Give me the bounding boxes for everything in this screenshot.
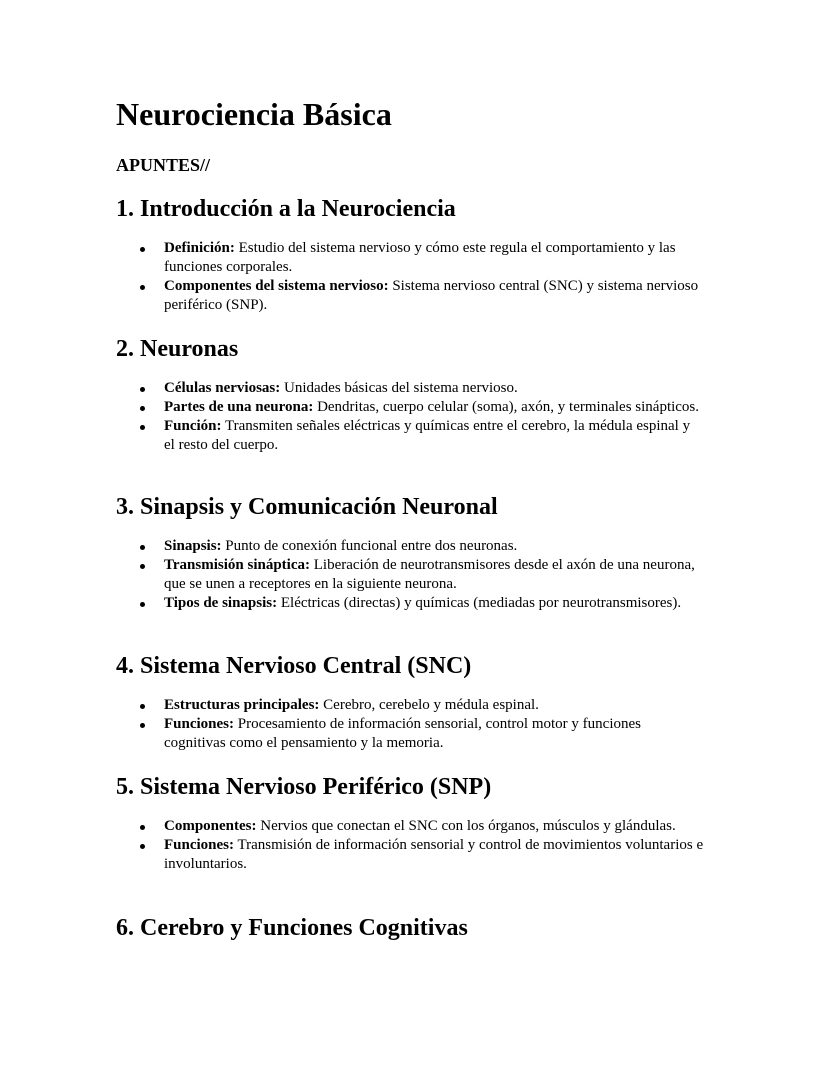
list-item (164, 836, 704, 874)
list-item (164, 239, 704, 277)
item-text: Unidades básicas del sistema nervioso. (280, 380, 518, 396)
item-text: Procesamiento de información sensorial, control motor y funciones cognitivas como el pensamiento y la memoria. (164, 716, 641, 751)
item-text: Eléctricas (directas) y químicas (mediadas por neurotransmisores). (277, 595, 682, 611)
bullet-list (116, 537, 704, 613)
list-item (164, 817, 704, 836)
section-cerebro (116, 913, 716, 943)
item-term: Funciones: (164, 716, 235, 732)
item-term: Partes de una neurona: (164, 399, 314, 415)
bullet-list (116, 379, 704, 455)
item-text: Estudio del sistema nervioso y cómo este regula el comportamiento y las funciones corporales. (164, 240, 676, 275)
section-snc (116, 651, 716, 753)
item-text: Sistema nervioso central (SNC) y sistema nervioso periférico (SNP). (164, 278, 699, 313)
section-introduccion (116, 194, 716, 315)
document-title: Neurociencia Básica (116, 96, 392, 132)
list-item (164, 398, 704, 417)
item-text: Punto de conexión funcional entre dos neuronas. (221, 538, 518, 554)
item-term: Estructuras principales: (164, 697, 320, 713)
item-term: Componentes del sistema nervioso: (164, 278, 389, 294)
section-heading: 2. Neuronas (116, 336, 239, 362)
section-heading: 4. Sistema Nervioso Central (SNC) (116, 653, 472, 679)
item-term: Función: (164, 418, 222, 434)
item-term: Células nerviosas: (164, 380, 281, 396)
item-text: Transmiten señales eléctricas y químicas entre el cerebro, la médula espinal y el resto del cuerpo. (164, 418, 691, 453)
item-text: Nervios que conectan el SNC con los órganos, músculos y glándulas. (256, 818, 676, 834)
item-term: Componentes: (164, 818, 257, 834)
list-item (164, 537, 704, 556)
item-term: Sinapsis: (164, 538, 222, 554)
list-item (164, 556, 704, 594)
item-text: Transmisión de información sensorial y control de movimientos voluntarios e involuntarios. (164, 837, 704, 872)
section-heading: 5. Sistema Nervioso Periférico (SNP) (116, 774, 492, 800)
section-heading: 1. Introducción a la Neurociencia (116, 196, 456, 222)
list-item (164, 277, 704, 315)
item-term: Transmisión sináptica: (164, 557, 310, 573)
section-sinapsis (116, 492, 716, 613)
list-item (164, 696, 704, 715)
list-item (164, 594, 704, 613)
list-item (164, 715, 704, 753)
section-snp (116, 772, 716, 874)
item-term: Funciones: (164, 837, 235, 853)
item-text: Liberación de neurotransmisores desde el axón de una neurona, que se unen a receptores en la siguiente neurona. (164, 557, 695, 592)
item-term: Tipos de sinapsis: (164, 595, 278, 611)
item-term: Definición: (164, 240, 235, 256)
section-neuronas (116, 334, 716, 455)
item-text: Dendritas, cuerpo celular (soma), axón, y terminales sinápticos. (313, 399, 700, 415)
bullet-list (116, 239, 704, 315)
list-item (164, 379, 704, 398)
section-heading: 3. Sinapsis y Comunicación Neuronal (116, 494, 498, 520)
section-heading: 6. Cerebro y Funciones Cognitivas (116, 915, 468, 941)
bullet-list (116, 696, 704, 753)
item-text: Cerebro, cerebelo y médula espinal. (319, 697, 539, 713)
list-item (164, 417, 704, 455)
document-subtitle: APUNTES// (116, 155, 211, 175)
bullet-list (116, 817, 704, 874)
